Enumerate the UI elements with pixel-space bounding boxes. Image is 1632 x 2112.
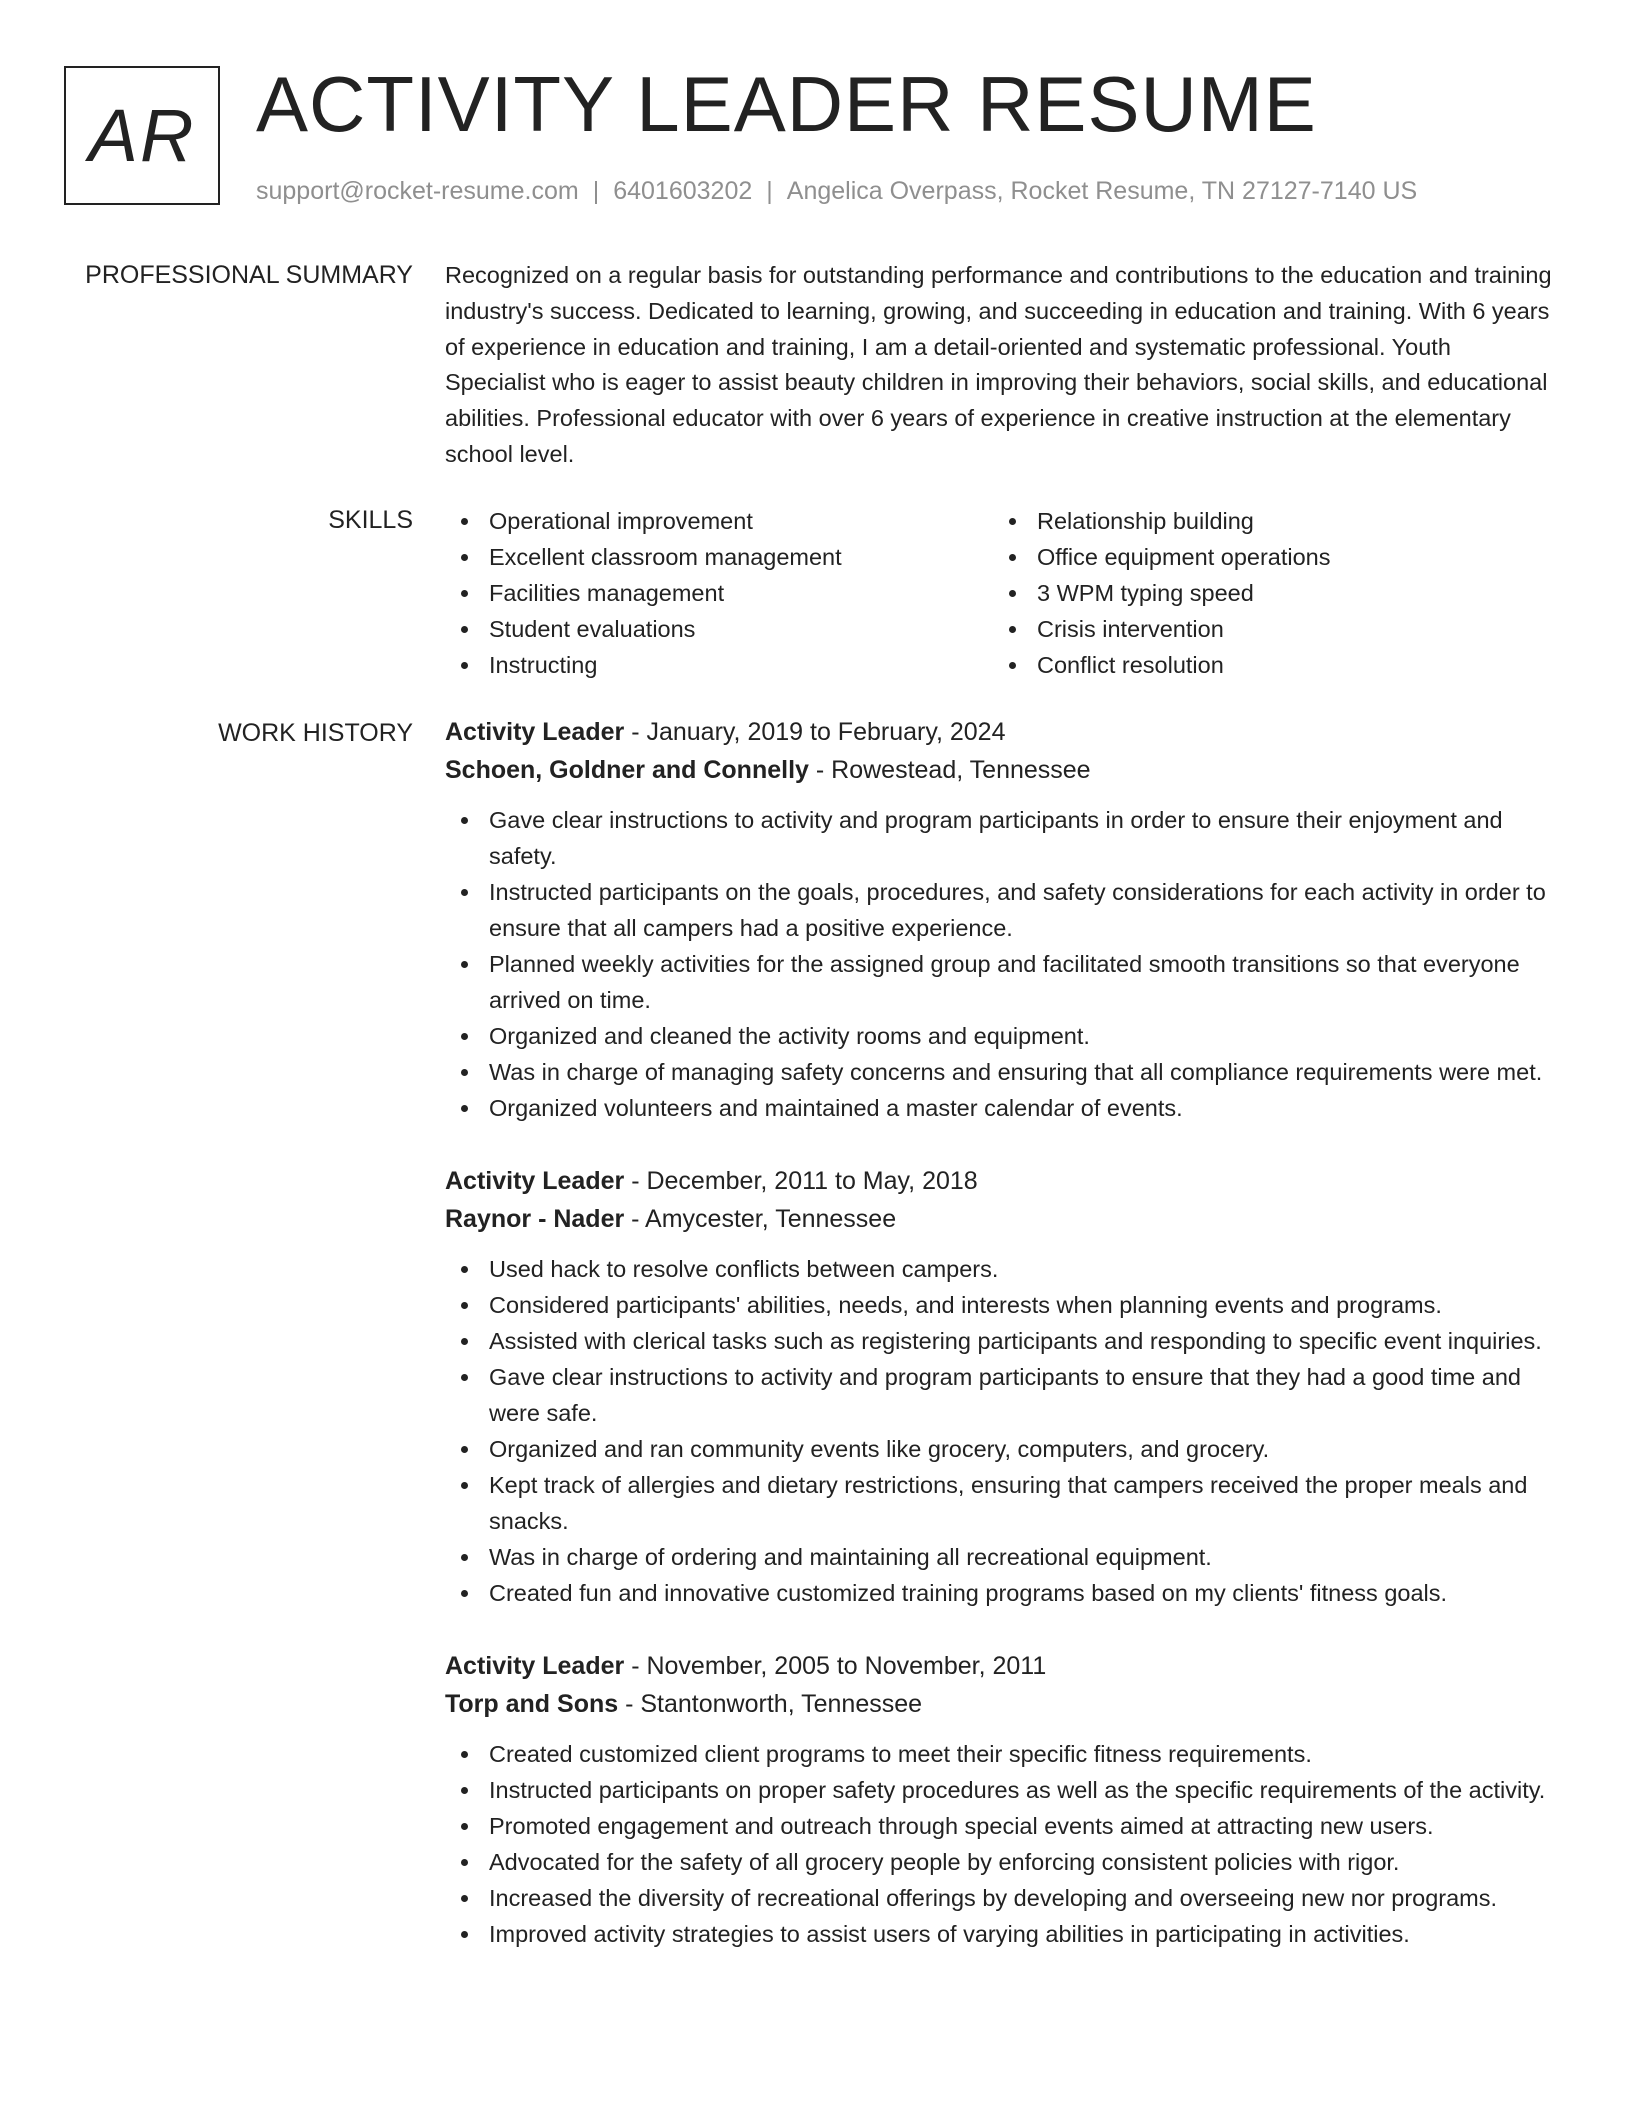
job-location: - Amycester, Tennessee	[624, 1205, 897, 1233]
job-bullet: Was in charge of managing safety concerns and ensuring that all compliance requirements were met.	[445, 1054, 1557, 1090]
job-bullet: Gave clear instructions to activity and program participants in order to ensure their enjoyment and safety.	[445, 802, 1557, 874]
contact-address: Angelica Overpass, Rocket Resume, TN 27127-7140 US	[786, 177, 1418, 205]
job-bullet: Created customized client programs to meet their specific fitness requirements.	[445, 1736, 1557, 1772]
job-bullet: Organized and ran community events like grocery, computers, and grocery.	[445, 1431, 1557, 1467]
job-dates: - November, 2005 to November, 2011	[624, 1652, 1047, 1680]
skills-list-left	[445, 503, 993, 683]
job-company-line	[445, 1685, 1557, 1723]
skill-item: 3 WPM typing speed	[993, 575, 1541, 611]
job-title: Activity Leader	[445, 1652, 625, 1680]
job-bullets	[445, 1736, 1557, 1952]
skill-item: Student evaluations	[445, 611, 993, 647]
job-bullet: Increased the diversity of recreational offerings by developing and overseeing new nor programs.	[445, 1880, 1557, 1916]
job-title-line	[445, 1162, 1557, 1200]
job-entry	[445, 1162, 1557, 1611]
skill-item: Relationship building	[993, 503, 1541, 539]
job-bullet: Advocated for the safety of all grocery people by enforcing consistent policies with rigor.	[445, 1844, 1557, 1880]
summary-text: Recognized on a regular basis for outstanding performance and contributions to the education and training industry's success. Dedicated to learning, growing, and succeeding in education and training. With 6 years of experience in education and training, I am a detail-oriented and systematic professional. Youth Specialist who is eager to assist beauty children in improving their behaviors, social skills, and educational abilities. Professional educator with over 6 years of experience in creative instruction at the elementary school level.	[445, 262, 1552, 467]
contact-phone: 6401603202	[613, 177, 753, 205]
skill-item: Conflict resolution	[993, 647, 1541, 683]
skill-item: Facilities management	[445, 575, 993, 611]
job-bullet: Assisted with clerical tasks such as registering participants and responding to specific event inquiries.	[445, 1323, 1557, 1359]
job-location: - Rowestead, Tennessee	[808, 756, 1091, 784]
job-company-line	[445, 751, 1557, 789]
resume-title: ACTIVITY LEADER RESUME	[256, 60, 1317, 148]
job-company: Raynor - Nader	[445, 1205, 625, 1233]
job-location: - Stantonworth, Tennessee	[618, 1690, 923, 1718]
contact-separator: |	[592, 177, 600, 205]
job-bullet: Improved activity strategies to assist users of varying abilities in participating in activities.	[445, 1916, 1557, 1952]
job-company: Torp and Sons	[445, 1690, 619, 1718]
job-title: Activity Leader	[445, 718, 625, 746]
job-bullet: Created fun and innovative customized training programs based on my clients' fitness goals.	[445, 1575, 1557, 1611]
job-title: Activity Leader	[445, 1167, 625, 1195]
work-history-list	[445, 713, 1557, 1988]
job-bullet: Promoted engagement and outreach through special events aimed at attracting new users.	[445, 1808, 1557, 1844]
job-bullets	[445, 802, 1557, 1126]
job-entry	[445, 1647, 1557, 1952]
skills-columns	[445, 503, 1557, 683]
contact-separator: |	[766, 177, 773, 205]
job-bullet: Organized volunteers and maintained a master calendar of events.	[445, 1090, 1557, 1126]
skills-heading: SKILLS	[328, 506, 413, 534]
job-dates: - December, 2011 to May, 2018	[624, 1167, 978, 1195]
job-bullet: Was in charge of ordering and maintaining all recreational equipment.	[445, 1539, 1557, 1575]
job-bullets	[445, 1251, 1557, 1611]
job-company: Schoen, Goldner and Connelly	[445, 756, 809, 784]
skills-list-right	[993, 503, 1541, 683]
job-bullet: Considered participants' abilities, needs, and interests when planning events and programs.	[445, 1287, 1557, 1323]
monogram-logo	[64, 66, 220, 205]
job-bullet: Instructed participants on proper safety procedures as well as the specific requirements of the activity.	[445, 1772, 1557, 1808]
job-bullet: Used hack to resolve conflicts between campers.	[445, 1251, 1557, 1287]
job-title-line	[445, 713, 1557, 751]
skill-item: Excellent classroom management	[445, 539, 993, 575]
job-bullet: Planned weekly activities for the assigned group and facilitated smooth transitions so that everyone arrived on time.	[445, 946, 1557, 1018]
contact-line	[256, 176, 1417, 206]
skill-item: Operational improvement	[445, 503, 993, 539]
monogram-initials: AR	[88, 94, 196, 177]
job-title-line	[445, 1647, 1557, 1685]
job-bullet: Gave clear instructions to activity and program participants to ensure that they had a good time and were safe.	[445, 1359, 1557, 1431]
skill-item: Office equipment operations	[993, 539, 1541, 575]
job-entry	[445, 713, 1557, 1126]
summary-heading: PROFESSIONAL SUMMARY	[85, 261, 413, 289]
work-history-heading: WORK HISTORY	[218, 719, 413, 747]
job-dates: - January, 2019 to February, 2024	[624, 718, 1006, 746]
job-bullet: Organized and cleaned the activity rooms and equipment.	[445, 1018, 1557, 1054]
skill-item: Instructing	[445, 647, 993, 683]
skill-item: Crisis intervention	[993, 611, 1541, 647]
job-bullet: Kept track of allergies and dietary restrictions, ensuring that campers received the proper meals and snacks.	[445, 1467, 1557, 1539]
job-company-line	[445, 1200, 1557, 1238]
contact-email: support@rocket-resume.com	[256, 177, 579, 205]
job-bullet: Instructed participants on the goals, procedures, and safety considerations for each activity in order to ensure that all campers had a positive experience.	[445, 874, 1557, 946]
